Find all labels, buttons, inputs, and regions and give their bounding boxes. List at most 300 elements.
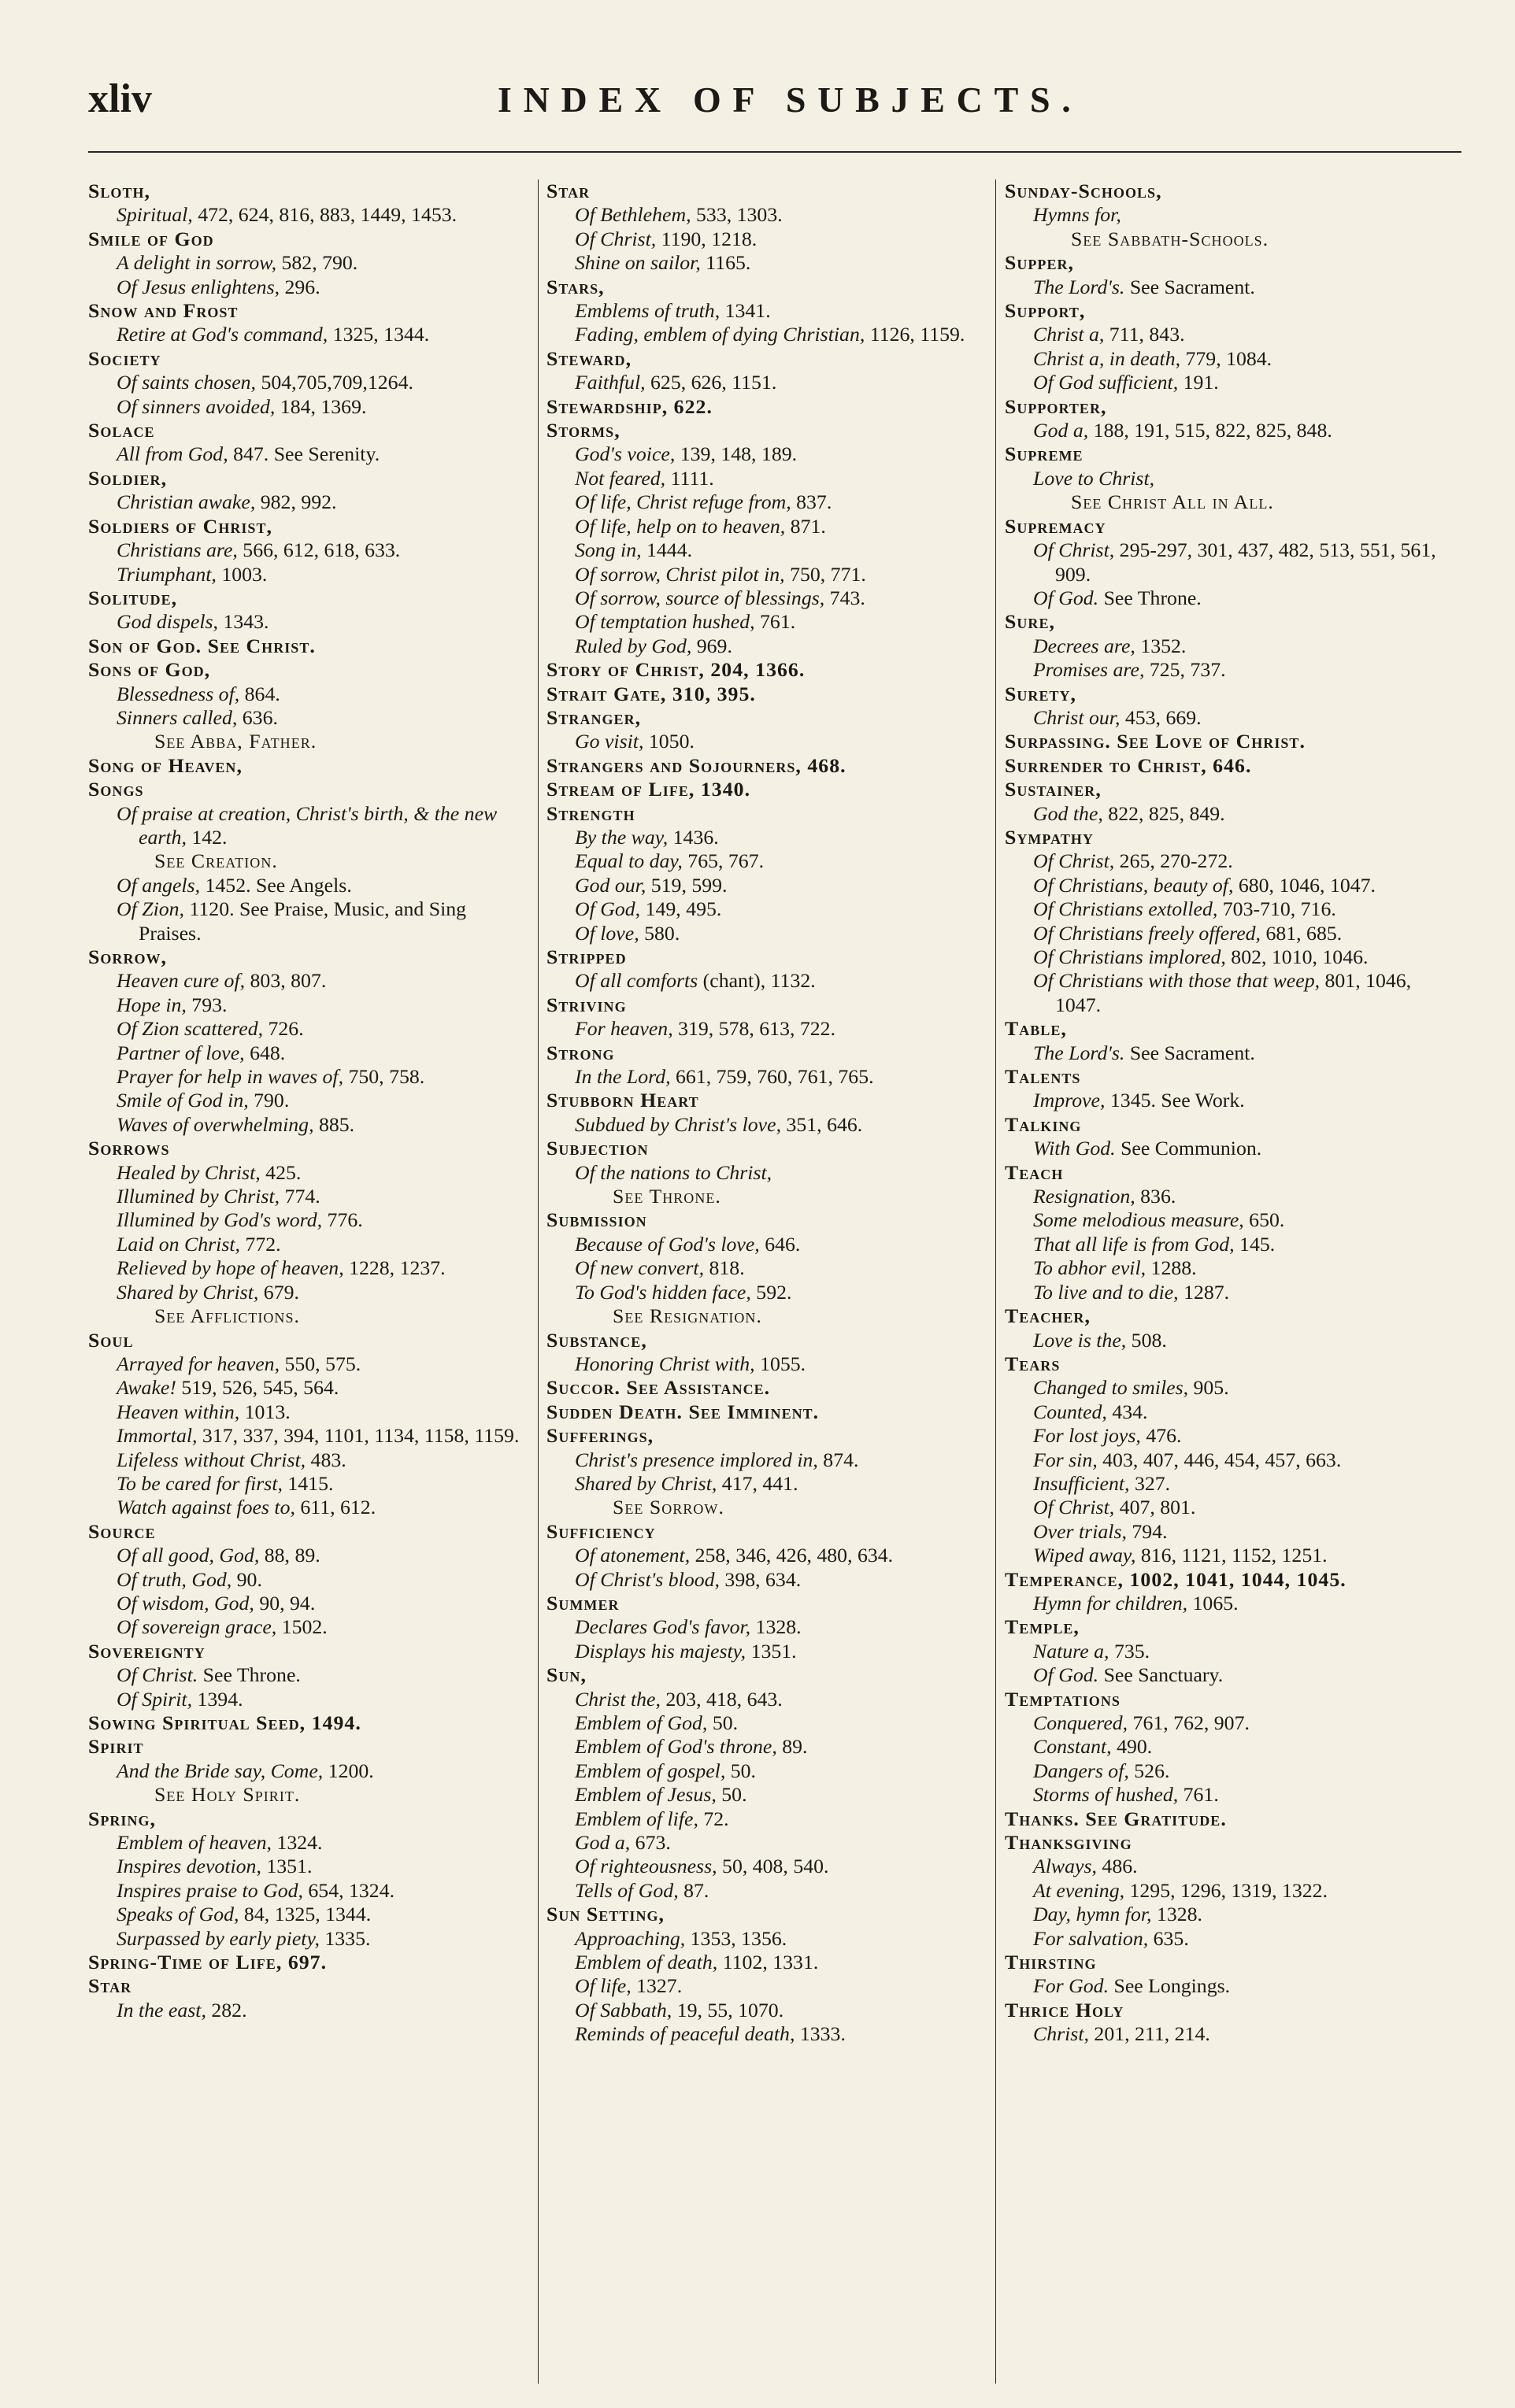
index-column-2 (546, 179, 989, 2047)
subentry-refs: 625, 626, 1151. (645, 371, 777, 394)
index-subentry (1005, 874, 1461, 897)
subentry-topic: To God's hidden face, (575, 1280, 751, 1304)
index-subentry (88, 1089, 529, 1112)
index-subentry (1005, 1041, 1461, 1065)
subentry-refs: 864. (239, 682, 280, 705)
subentry-refs: 803, 807. (245, 969, 327, 993)
index-heading: Table, (1005, 1017, 1067, 1041)
index-subentry (88, 897, 529, 945)
index-subentry (1005, 706, 1461, 730)
subentry-topic: Constant, (1033, 1735, 1112, 1759)
subentry-topic: Declares God's favor, (575, 1615, 751, 1639)
index-heading: Surety, (1005, 682, 1077, 705)
subentry-refs: 735. (1109, 1639, 1150, 1663)
cross-reference: See Afflictions. (154, 1304, 300, 1328)
subentry-refs: 1333. (795, 2022, 846, 2046)
index-heading: Summer (546, 1591, 620, 1615)
index-subentry (1005, 419, 1461, 442)
index-subentry (1005, 467, 1461, 490)
index-subentry (546, 1711, 989, 1735)
index-subentry (88, 1424, 529, 1448)
subentry-topic: Of Bethlehem, (575, 203, 691, 227)
index-subentry (546, 1615, 989, 1639)
subentry-topic: God our, (575, 873, 646, 897)
subentry-topic: Relieved by hope of heaven, (117, 1256, 344, 1280)
subentry-topic: Of life, Christ refuge from, (575, 490, 791, 514)
subentry-topic: Of sorrow, source of blessings, (575, 586, 825, 609)
index-subentry (546, 1951, 989, 1974)
subentry-refs: 611, 612. (294, 1496, 376, 1519)
subentry-refs: 1013. (239, 1400, 291, 1423)
index-subentry (1005, 1448, 1461, 1472)
index-heading: Stewardship, 622. (546, 394, 713, 418)
index-subentry (88, 1233, 529, 1256)
subentry-topic: Of life, (575, 1974, 632, 1998)
index-subentry (88, 276, 529, 299)
cross-reference: See Sorrow. (613, 1496, 724, 1519)
index-heading: Teacher, (1005, 1304, 1091, 1328)
subentry-refs: 1415. (282, 1471, 334, 1495)
subentry-refs: 258, 346, 426, 480, 634. (690, 1544, 894, 1567)
subentry-refs: 1120. See Praise, Music, and Sing Praises. (139, 897, 467, 945)
index-heading: Strangers and Sojourners, 468. (546, 753, 846, 777)
subentry-topic: Illumined by Christ, (117, 1185, 280, 1208)
subentry-topic: The Lord's. (1033, 275, 1125, 298)
subentry-topic: Because of God's love, (575, 1232, 760, 1256)
subentry-topic: Inspires praise to God, (117, 1878, 303, 1902)
subentry-topic: Smile of God in, (117, 1089, 249, 1112)
index-subentry (1005, 897, 1461, 921)
subentry-refs: 816, 1121, 1152, 1251. (1135, 1544, 1328, 1567)
index-subentry (546, 1688, 989, 1711)
subentry-refs: 874. (817, 1448, 859, 1471)
subentry-topic: God dispels, (117, 610, 218, 634)
index-heading: Subjection (546, 1137, 649, 1160)
subentry-topic: For sin, (1033, 1448, 1098, 1471)
index-subentry (1005, 1208, 1461, 1232)
subentry-refs: 774. (280, 1185, 320, 1208)
index-subentry (1005, 1424, 1461, 1448)
subentry-topic: Song in, (575, 538, 642, 562)
subentry-topic: Awake! (117, 1376, 176, 1400)
subentry-topic: Illumined by God's word, (117, 1208, 323, 1232)
subentry-topic: Of Christians, beauty of, (1033, 873, 1234, 897)
subentry-topic: Shared by Christ, (575, 1471, 717, 1495)
subentry-refs: 582, 790. (276, 251, 358, 275)
subentry-refs: 1343. (218, 610, 269, 634)
subentry-refs: 847. See Serenity. (228, 442, 380, 466)
index-subentry (1005, 538, 1461, 586)
subentry-refs: 191. (1178, 371, 1219, 394)
subentry-refs: 295-297, 301, 437, 482, 513, 551, 561, 909. (1055, 538, 1436, 586)
subentry-refs: 504,705,709,1264. (256, 371, 413, 394)
index-subentry (546, 1017, 989, 1041)
index-heading: Stripped (546, 945, 627, 968)
index-subentry (546, 610, 989, 634)
subentry-topic: Emblem of death, (575, 1951, 718, 1974)
index-subentry (88, 1472, 529, 1496)
subentry-refs: 1341. (720, 299, 771, 323)
subentry-topic: Nature a, (1033, 1639, 1109, 1663)
subentry-refs: 88, 89. (259, 1544, 320, 1567)
index-subentry (546, 730, 989, 753)
index-subentry (1005, 1974, 1461, 1998)
subentry-refs: 90, 94. (254, 1591, 316, 1615)
subentry-refs: 407, 801. (1114, 1496, 1196, 1519)
subentry-topic: Christ the, (575, 1687, 661, 1711)
subentry-refs: See Communion. (1115, 1137, 1262, 1160)
index-subentry (88, 874, 529, 897)
subentry-refs: 50. (707, 1711, 739, 1734)
subentry-refs: 490. (1111, 1735, 1153, 1759)
subentry-topic: Resignation, (1033, 1185, 1135, 1208)
index-subentry (88, 323, 529, 346)
index-subentry (546, 563, 989, 586)
subentry-refs: 1065. (1187, 1591, 1239, 1615)
subentry-topic: Fading, emblem of dying Christian, (575, 323, 865, 346)
subentry-topic: Healed by Christ, (117, 1160, 261, 1184)
index-subentry (546, 1807, 989, 1831)
subentry-topic: Of God. (1033, 1663, 1099, 1687)
index-subentry (546, 299, 989, 323)
index-heading: Solitude, (88, 586, 178, 609)
subentry-topic: Of God, (575, 897, 641, 921)
index-heading: Stars, (546, 275, 605, 298)
index-subentry (1005, 802, 1461, 826)
subentry-topic: Of all comforts (575, 969, 698, 993)
index-subentry (88, 802, 529, 850)
subentry-topic: Hope in, (117, 993, 187, 1016)
subentry-refs: 50. (716, 1783, 747, 1807)
index-subentry (1005, 945, 1461, 969)
index-subentry (1005, 1735, 1461, 1759)
index-subentry (1005, 586, 1461, 610)
subentry-topic: Love to Christ, (1033, 466, 1155, 490)
subentry-topic: Blessedness of, (117, 682, 240, 705)
subentry-refs: 1050. (643, 730, 695, 753)
subentry-refs: 1352. (1135, 634, 1187, 657)
subentry-refs: 871. (785, 514, 826, 538)
subentry-refs: 1200. (323, 1759, 374, 1782)
index-subentry (546, 1783, 989, 1807)
subentry-refs: 398, 634. (719, 1567, 802, 1591)
index-subentry (88, 1592, 529, 1615)
index-heading: Star (88, 1974, 132, 1998)
subentry-topic: Retire at God's command, (117, 323, 328, 346)
index-heading: Stranger, (546, 705, 642, 729)
subentry-topic: Shared by Christ, (117, 1280, 259, 1304)
subentry-refs: 793. (186, 993, 228, 1016)
index-subentry (88, 1208, 529, 1232)
index-subentry (88, 1161, 529, 1185)
subentry-refs: 519, 599. (646, 873, 728, 897)
subentry-topic: Waves of overwhelming, (117, 1112, 314, 1136)
index-subentry (546, 969, 989, 993)
subentry-topic: Of atonement, (575, 1544, 691, 1567)
subentry-refs: 1003. (216, 562, 268, 586)
index-subentry (1005, 1400, 1461, 1424)
index-subentry (546, 442, 989, 466)
subentry-topic: God's voice, (575, 442, 676, 466)
subentry-topic: Of truth, God, (117, 1567, 232, 1591)
subentry-topic: To live and to die, (1033, 1280, 1179, 1304)
subentry-refs: 188, 191, 515, 822, 825, 848. (1088, 419, 1332, 442)
subentry-topic: Christ, (1033, 2022, 1089, 2046)
subentry-refs: 1055. (754, 1352, 806, 1375)
index-subentry (546, 1879, 989, 1903)
subentry-refs: 761, 762, 907. (1128, 1711, 1250, 1734)
cross-reference: See Resignation. (613, 1304, 762, 1328)
index-subentry (546, 1544, 989, 1567)
subentry-topic: The Lord's. (1033, 1041, 1125, 1064)
subentry-refs: 1335. (319, 1926, 371, 1950)
index-subentry (88, 1615, 529, 1639)
subentry-refs: 317, 337, 394, 1101, 1134, 1158, 1159. (197, 1424, 520, 1448)
subentry-topic: Of love, (575, 921, 639, 945)
subentry-topic: Shine on sailor, (575, 251, 701, 275)
subentry-topic: Honoring Christ with, (575, 1352, 755, 1375)
subentry-refs: 1287. (1178, 1280, 1230, 1304)
subentry-refs: 1295, 1296, 1319, 1322. (1124, 1878, 1328, 1902)
index-heading: Tears (1005, 1352, 1061, 1375)
subentry-topic: Of Christians freely offered, (1033, 921, 1261, 945)
index-subentry (546, 1759, 989, 1783)
index-subentry (1005, 1472, 1461, 1496)
subentry-refs: 1228, 1237. (343, 1256, 446, 1280)
index-heading: Storms, (546, 419, 620, 442)
index-heading: Spring, (88, 1807, 157, 1830)
index-heading: Son of God. See Christ. (88, 634, 316, 657)
index-subentry (546, 849, 989, 873)
index-subentry (546, 1831, 989, 1855)
index-subentry (546, 1113, 989, 1137)
subentry-topic: Of wisdom, God, (117, 1591, 254, 1615)
index-subentry (546, 1735, 989, 1759)
subentry-topic: God a, (1033, 419, 1089, 442)
subentry-refs: 566, 612, 618, 633. (237, 538, 401, 562)
index-heading: Talking (1005, 1112, 1082, 1136)
index-subentry (546, 538, 989, 562)
subentry-refs: 743. (824, 586, 865, 609)
subentry-topic: Always, (1033, 1855, 1097, 1878)
index-subentry (1005, 1520, 1461, 1544)
index-subentry (88, 1041, 529, 1065)
subentry-topic: Decrees are, (1033, 634, 1135, 657)
subentry-topic: Improve, (1033, 1089, 1106, 1112)
index-subentry (546, 323, 989, 346)
subentry-topic: Of Christ, (1033, 1496, 1115, 1519)
subentry-refs: 1288. (1146, 1256, 1197, 1280)
subentry-topic: Go visit, (575, 730, 644, 753)
subentry-topic: Of angels, (117, 873, 201, 897)
subentry-topic: Of Jesus enlightens, (117, 275, 280, 298)
subentry-refs: 772. (239, 1232, 281, 1256)
index-heading: Stream of Life, 1340. (546, 778, 751, 801)
subentry-refs: 776. (322, 1208, 363, 1232)
subentry-topic: Surpassed by early piety, (117, 1926, 320, 1950)
subentry-refs: 885. (313, 1112, 355, 1136)
index-heading: Sons of God, (88, 658, 211, 682)
index-column-3 (1005, 179, 1461, 2047)
subentry-topic: Emblem of gospel, (575, 1759, 726, 1782)
subentry-topic: Watch against foes to, (117, 1496, 295, 1519)
index-heading: Sufferings, (546, 1424, 654, 1448)
index-heading: Sustainer, (1005, 778, 1102, 801)
subentry-topic: Storms of hushed, (1033, 1783, 1179, 1807)
subentry-topic: To abhor evil, (1033, 1256, 1146, 1280)
subentry-topic: And the Bride say, Come, (117, 1759, 324, 1782)
subentry-topic: Of all good, God, (117, 1544, 260, 1567)
index-subentry (546, 467, 989, 490)
index-subentry (546, 922, 989, 945)
subentry-refs: 19, 55, 1070. (672, 1998, 784, 2021)
subentry-refs: 905. (1188, 1376, 1229, 1400)
index-heading: Teach (1005, 1160, 1064, 1184)
index-subentry (1005, 922, 1461, 945)
page-title: INDEX OF SUBJECTS. (498, 80, 1083, 120)
subentry-topic: Displays his majesty, (575, 1639, 746, 1663)
subentry-refs: 425. (260, 1160, 302, 1184)
subentry-topic: Of Christians extolled, (1033, 897, 1218, 921)
index-heading: Talents (1005, 1065, 1081, 1089)
index-subentry (546, 586, 989, 610)
subentry-refs: 1444. (641, 538, 693, 562)
index-subentry (88, 1352, 529, 1376)
subentry-topic: Of temptation hushed, (575, 610, 755, 634)
index-subentry (1005, 1256, 1461, 1280)
subentry-refs: See Sanctuary. (1098, 1663, 1224, 1687)
subentry-refs: 592. (750, 1280, 792, 1304)
subentry-topic: Of God sufficient, (1033, 371, 1179, 394)
index-subentry (88, 490, 529, 514)
subentry-topic: Christ a, (1033, 323, 1105, 346)
subentry-topic: Approaching, (575, 1926, 686, 1950)
index-subentry (1005, 1376, 1461, 1400)
index-subentry (1005, 347, 1461, 371)
subentry-refs: 646. (759, 1232, 801, 1256)
index-subentry (88, 610, 529, 634)
subentry-refs: 434. (1106, 1400, 1148, 1423)
index-heading: Source (88, 1519, 156, 1543)
subentry-refs: 650. (1243, 1208, 1285, 1232)
subentry-topic: That all life is from God, (1033, 1232, 1235, 1256)
subentry-topic: Equal to day, (575, 849, 683, 873)
index-heading: Soldiers of Christ, (88, 514, 272, 538)
subentry-refs: 145. (1234, 1232, 1276, 1256)
subentry-refs: 761. (1178, 1783, 1219, 1807)
header-rule (88, 151, 1461, 153)
subentry-topic: Of saints chosen, (117, 371, 256, 394)
subentry-refs: 711, 843. (1104, 323, 1185, 346)
page-number: xliv (88, 76, 152, 121)
subentry-topic: Promises are, (1033, 658, 1145, 682)
index-subentry (546, 1999, 989, 2022)
subentry-refs: 453, 669. (1120, 705, 1202, 729)
index-heading: Star (546, 179, 591, 202)
index-heading: Temperance, 1002, 1041, 1044, 1045. (1005, 1567, 1346, 1591)
subentry-topic: For heaven, (575, 1017, 673, 1041)
index-heading: Spring-Time of Life, 697. (88, 1951, 328, 1974)
index-heading: Story of Christ, 204, 1366. (546, 658, 806, 682)
index-subentry (88, 203, 529, 227)
index-subentry (1005, 634, 1461, 658)
subentry-refs: 679. (258, 1280, 299, 1304)
subentry-refs: 726. (263, 1017, 304, 1041)
index-heading: Sun Setting, (546, 1903, 665, 1926)
index-subentry (88, 1568, 529, 1592)
subentry-topic: Lifeless without Christ, (117, 1448, 306, 1471)
index-heading: Supper, (1005, 251, 1075, 275)
index-heading: Surrender to Christ, 646. (1005, 753, 1252, 777)
subentry-topic: Of praise at creation, Christ's birth, & the new earth, (117, 801, 498, 849)
subentry-refs: 802, 1010, 1046. (1225, 945, 1369, 968)
subentry-refs: 1327. (631, 1974, 683, 1998)
index-heading: Songs (88, 778, 144, 801)
subentry-topic: Triumphant, (117, 562, 217, 586)
subentry-refs: 750, 771. (784, 562, 866, 586)
index-subentry (1005, 849, 1461, 873)
subentry-topic: Counted, (1033, 1400, 1107, 1423)
subentry-refs: 765, 767. (682, 849, 765, 873)
subentry-topic: Of sinners avoided, (117, 394, 276, 418)
subentry-refs: 351, 646. (781, 1112, 863, 1136)
index-subentry (88, 1281, 529, 1304)
index-subentry (1005, 1185, 1461, 1208)
subentry-topic: Faithful, (575, 371, 646, 394)
index-subentry (546, 203, 989, 227)
subentry-refs: 50. (725, 1759, 757, 1782)
subentry-refs: 50, 408, 540. (717, 1855, 829, 1878)
subentry-refs: 1126, 1159. (865, 323, 965, 346)
subentry-topic: Emblem of God, (575, 1711, 708, 1734)
subentry-refs: 1502. (276, 1615, 328, 1639)
index-subentry (88, 1400, 529, 1424)
subentry-topic: Spiritual, (117, 203, 193, 227)
index-subentry (88, 395, 529, 419)
subentry-refs: 1165. (700, 251, 751, 275)
index-subentry (88, 1688, 529, 1711)
subentry-topic: With God. (1033, 1137, 1116, 1160)
subentry-refs: 636. (237, 705, 278, 729)
subentry-refs: See Sacrament. (1124, 275, 1255, 298)
subentry-refs: 72. (698, 1807, 729, 1830)
index-subentry (88, 1855, 529, 1878)
index-subentry (1005, 1879, 1461, 1903)
index-subentry (546, 1161, 989, 1185)
index-heading: Sufficiency (546, 1519, 656, 1543)
index-subentry (546, 1256, 989, 1280)
index-subentry (546, 634, 989, 658)
subentry-refs: 1394. (192, 1687, 243, 1711)
subentry-refs: 654, 1324. (302, 1878, 395, 1902)
index-heading: Sure, (1005, 610, 1055, 634)
index-subentry (1005, 1903, 1461, 1926)
subentry-topic: Of Christians with those that weep, (1033, 969, 1321, 993)
index-heading: Strait Gate, 310, 395. (546, 682, 756, 705)
subentry-refs: 661, 759, 760, 761, 765. (670, 1065, 874, 1089)
subentry-topic: For God. (1033, 1974, 1109, 1998)
subentry-refs: 483. (306, 1448, 346, 1471)
subentry-refs: 1452. See Angels. (200, 873, 352, 897)
subentry-topic: In the Lord, (575, 1065, 671, 1089)
index-subentry (1005, 323, 1461, 346)
index-heading: Supreme (1005, 442, 1083, 466)
index-subentry (546, 515, 989, 538)
index-subentry (546, 251, 989, 275)
index-subentry (546, 1927, 989, 1951)
subentry-topic: Emblem of heaven, (117, 1831, 272, 1855)
subentry-topic: God the, (1033, 801, 1103, 825)
